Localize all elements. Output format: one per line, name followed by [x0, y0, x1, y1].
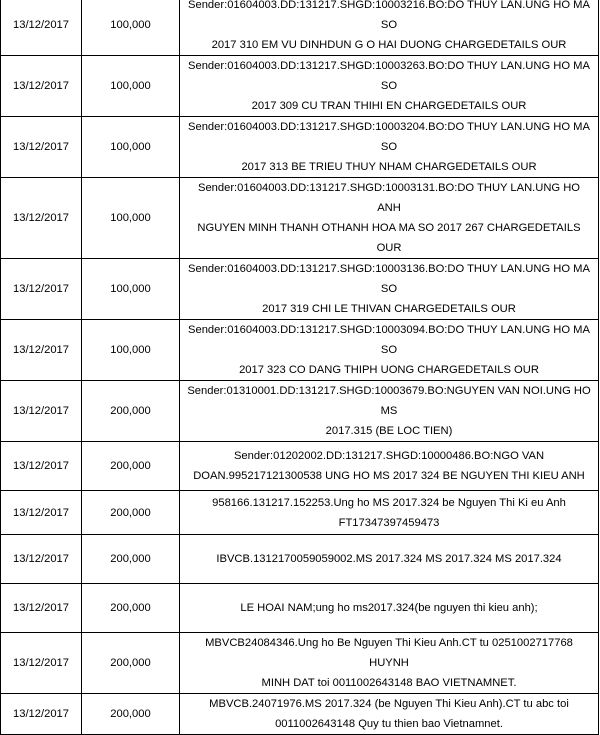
- amount-cell: 100,000: [82, 117, 180, 178]
- date-cell: 13/12/2017: [1, 0, 82, 56]
- description-line-1: IBVCB.1312170059059002.MS 2017.324 MS 2017.324 MS 2017.324: [216, 553, 562, 565]
- date-cell: 13/12/2017: [1, 694, 82, 735]
- description-line-2: 2017 313 BE TRIEU THUY NHAM CHARGEDETAILS OUR: [241, 161, 537, 173]
- amount-cell: 200,000: [82, 381, 180, 442]
- description-cell: [180, 320, 599, 381]
- description-cell: [180, 584, 599, 633]
- description-cell: [180, 694, 599, 735]
- description-line-2: MINH DAT toi 0011002643148 BAO VIETNAMNET.: [261, 677, 517, 689]
- amount-cell: 100,000: [82, 178, 180, 259]
- description-line-1: Sender:01310001.DD:131217.SHGD:10003679.BO:NGUYEN VAN NOI.UNG HO MS: [187, 385, 591, 417]
- description-line-2: 0011002643148 Quy tu thien bao Vietnamnet.: [275, 718, 503, 730]
- date-cell: 13/12/2017: [1, 491, 82, 535]
- table-row: [1, 259, 599, 320]
- amount-cell: 200,000: [82, 584, 180, 633]
- description-cell: [180, 117, 599, 178]
- date-cell: 13/12/2017: [1, 178, 82, 259]
- amount-cell: 200,000: [82, 442, 180, 491]
- description-line-1: 958166.131217.152253.Ung ho MS 2017.324 be Nguyen Thi Ki eu Anh: [212, 496, 566, 509]
- table-row: [1, 117, 599, 178]
- description-line-2: FT17347397459473: [338, 516, 440, 529]
- description-line-1: Sender:01604003.DD:131217.SHGD:10003131.BO:DO THUY LAN.UNG HO ANH: [197, 182, 581, 214]
- table-row: [1, 535, 599, 584]
- date-cell: 13/12/2017: [1, 584, 82, 633]
- table-row: [1, 491, 599, 535]
- description-cell: [180, 491, 599, 535]
- description-line-2: 2017 319 CHI LE THIVAN CHARGEDETAILS OUR: [262, 303, 516, 315]
- description-cell: [180, 442, 599, 491]
- table-row: [1, 381, 599, 442]
- date-cell: 13/12/2017: [1, 56, 82, 117]
- description-line-1: Sender:01604003.DD:131217.SHGD:10003263.BO:DO THUY LAN.UNG HO MA SO: [188, 60, 590, 92]
- description-line-2: 2017 310 EM VU DINHDUN G O HAI DUONG CHARGEDETAILS OUR: [211, 39, 567, 51]
- description-line-2: 2017.315 (BE LOC TIEN): [325, 425, 453, 437]
- table-row: [1, 56, 599, 117]
- table-row: [1, 178, 599, 259]
- date-cell: 13/12/2017: [1, 381, 82, 442]
- description-line-1: Sender:01604003.DD:131217.SHGD:10003204.BO:DO THUY LAN.UNG HO MA SO: [188, 121, 590, 153]
- date-cell: 13/12/2017: [1, 259, 82, 320]
- date-cell: 13/12/2017: [1, 320, 82, 381]
- table-row: [1, 694, 599, 735]
- description-line-1: MBVCB.24071976.MS 2017.324 (be Nguyen Thi Kieu Anh).CT tu abc toi: [209, 698, 569, 710]
- description-cell: [180, 0, 599, 56]
- description-cell: [180, 56, 599, 117]
- description-cell: [180, 381, 599, 442]
- amount-cell: 100,000: [82, 56, 180, 117]
- amount-cell: 200,000: [82, 633, 180, 694]
- description-line-1: Sender:01604003.DD:131217.SHGD:10003216.BO:DO THUY LAN.UNG HO MA SO: [188, 0, 590, 31]
- date-cell: 13/12/2017: [1, 442, 82, 491]
- description-line-2: 2017 309 CU TRAN THIHI EN CHARGEDETAILS OUR: [251, 100, 527, 112]
- date-cell: 13/12/2017: [1, 535, 82, 584]
- amount-cell: 200,000: [82, 694, 180, 735]
- description-line-2: 2017 323 CO DANG THIPH UONG CHARGEDETAILS OUR: [239, 364, 539, 376]
- table-row: [1, 584, 599, 633]
- description-line-1: LE HOAI NAM;ung ho ms2017.324(be nguyen thi kieu anh);: [240, 602, 538, 614]
- table-row: [1, 633, 599, 694]
- description-line-2: DOAN.995217121300538 UNG HO MS 2017 324 BE NGUYEN THI KIEU ANH: [193, 470, 585, 482]
- description-line-1: Sender:01202002.DD:131217.SHGD:10000486.BO:NGO VAN: [233, 450, 545, 462]
- description-cell: [180, 178, 599, 259]
- description-line-1: MBVCB24084346.Ung ho Be Nguyen Thi Kieu Anh.CT tu 0251002717768 HUYNH: [205, 637, 573, 669]
- description-line-1: Sender:01604003.DD:131217.SHGD:10003136.BO:DO THUY LAN.UNG HO MA SO: [188, 263, 590, 295]
- amount-cell: 200,000: [82, 491, 180, 535]
- amount-cell: 100,000: [82, 320, 180, 381]
- description-cell: [180, 535, 599, 584]
- date-cell: 13/12/2017: [1, 633, 82, 694]
- description-cell: [180, 259, 599, 320]
- date-cell: 13/12/2017: [1, 117, 82, 178]
- description-cell: [180, 633, 599, 694]
- amount-cell: 100,000: [82, 259, 180, 320]
- description-line-1: Sender:01604003.DD:131217.SHGD:10003094.BO:DO THUY LAN.UNG HO MA SO: [188, 324, 590, 356]
- description-line-2: NGUYEN MINH THANH OTHANH HOA MA SO 2017 267 CHARGEDETAILS OUR: [197, 222, 581, 254]
- amount-cell: 200,000: [82, 535, 180, 584]
- table-row: [1, 320, 599, 381]
- amount-cell: 100,000: [82, 0, 180, 56]
- table-row: [1, 0, 599, 56]
- table-row: [1, 442, 599, 491]
